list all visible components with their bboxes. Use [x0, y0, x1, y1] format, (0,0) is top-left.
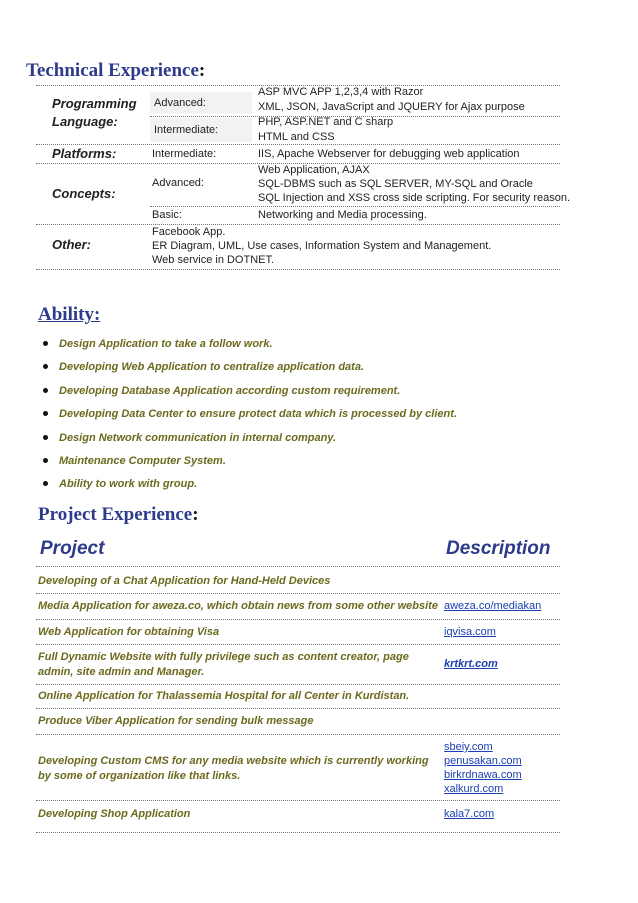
divider: [36, 832, 560, 833]
project-link[interactable]: kala7.com: [444, 808, 495, 820]
divider: [36, 644, 560, 645]
project-row-line: admin, site admin and Manager.: [38, 666, 205, 678]
skill-item: ASP MVC APP 1,2,3,4 with Razor: [258, 86, 424, 98]
skill-item: XML, JSON, JavaScript and JQUERY for Ajax purpose: [258, 101, 525, 113]
project-row: Web Application for obtaining Visa: [38, 626, 220, 638]
skill-item: ER Diagram, UML, Use cases, Information System and Management.: [152, 240, 492, 252]
project-row: Media Application for aweza.co, which obtain news from some other website: [38, 600, 438, 612]
divider: [36, 269, 560, 270]
project-row: Developing of a Chat Application for Hand-Held Devices: [38, 575, 331, 587]
project-row: [38, 650, 409, 680]
category-label: Programming: [52, 96, 137, 111]
project-row-line: Developing Custom CMS for any media website which is currently working: [38, 755, 429, 767]
bullet-icon: [43, 341, 48, 346]
divider: [150, 206, 560, 207]
description-column-header: Description: [446, 538, 551, 559]
bullet-icon: [43, 458, 48, 463]
project-link[interactable]: sbeiy.com: [444, 741, 493, 753]
list-item: Ability to work with group.: [40, 476, 457, 499]
level-label: Advanced:: [150, 92, 252, 114]
skill-item: Facebook App.: [152, 226, 226, 238]
project-row-line: by some of organization like that links.: [38, 770, 241, 782]
skill-item: IIS, Apache Webserver for debugging web application: [258, 148, 520, 160]
divider: [36, 684, 560, 685]
project-row: Developing Shop Application: [38, 808, 191, 820]
bullet-icon: [43, 435, 48, 440]
skill-item: HTML and CSS: [258, 131, 335, 143]
skill-item: Web service in DOTNET.: [152, 254, 275, 266]
bullet-icon: [43, 481, 48, 486]
project-link[interactable]: penusakan.com: [444, 755, 522, 767]
list-item: Design Network communication in internal company.: [40, 430, 457, 453]
list-item: Design Application to take a follow work.: [40, 336, 457, 359]
project-row: Online Application for Thalassemia Hospital for all Center in Kurdistan.: [38, 690, 410, 702]
category-platforms: Platforms:: [52, 146, 117, 161]
list-item: Maintenance Computer System.: [40, 453, 457, 476]
project-title-colon: :: [192, 504, 199, 525]
technical-title-text: Technical Experience: [26, 60, 199, 81]
skill-item: SQL-DBMS such as SQL SERVER, MY-SQL and Oracle: [258, 178, 533, 190]
divider: [36, 593, 560, 594]
divider: [36, 800, 560, 801]
project-link[interactable]: birkrdnawa.com: [444, 769, 522, 781]
category-label: Language:: [52, 114, 118, 129]
list-item: Developing Database Application according custom requirement.: [40, 383, 457, 406]
project-title-text: Project Experience: [38, 504, 193, 525]
bullet-icon: [43, 388, 48, 393]
divider: [36, 566, 560, 567]
project-row: Produce Viber Application for sending bulk message: [38, 715, 314, 727]
project-link[interactable]: krtkrt.com: [444, 658, 498, 670]
divider: [36, 224, 560, 225]
list-item: Developing Data Center to ensure protect data which is processed by client.: [40, 406, 457, 429]
level-label: Intermediate:: [150, 118, 252, 142]
category-programming: [52, 95, 137, 131]
project-row-line: Full Dynamic Website with fully privilege such as content creator, page: [38, 651, 409, 663]
technical-section-title: [26, 60, 205, 82]
skill-item: Networking and Media processing.: [258, 209, 427, 221]
project-link[interactable]: aweza.co/mediakan: [444, 600, 542, 612]
level-label: Intermediate:: [152, 148, 217, 160]
project-link[interactable]: iqvisa.com: [444, 626, 496, 638]
project-column-header: Project: [40, 538, 105, 559]
skill-item: SQL Injection and XSS cross side scripting. For security reason.: [258, 192, 571, 204]
divider: [36, 619, 560, 620]
category-concepts: Concepts:: [52, 186, 116, 201]
category-other: Other:: [52, 237, 91, 252]
bullet-icon: [43, 364, 48, 369]
skill-item: Web Application, AJAX: [258, 164, 370, 176]
ability-section-title: Ability:: [38, 304, 101, 325]
project-link[interactable]: xalkurd.com: [444, 783, 504, 795]
divider: [36, 734, 560, 735]
project-row: [38, 754, 429, 784]
skill-item: PHP, ASP.NET and C sharp: [258, 116, 394, 128]
level-label: Basic:: [152, 209, 182, 221]
bullet-icon: [43, 411, 48, 416]
list-item: Developing Web Application to centralize application data.: [40, 359, 457, 382]
project-section-title: [38, 504, 199, 526]
level-label: Advanced:: [152, 177, 204, 189]
divider: [36, 708, 560, 709]
ability-list: [40, 336, 457, 500]
technical-title-colon: :: [198, 60, 206, 81]
